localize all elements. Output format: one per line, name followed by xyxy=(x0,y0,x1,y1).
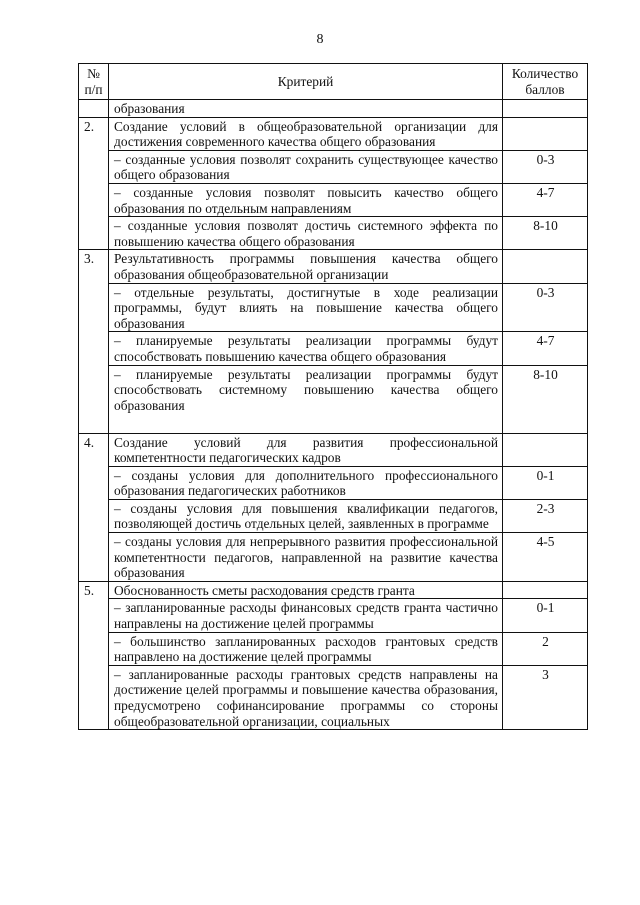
criterion-row xyxy=(79,217,588,250)
criterion-text: образования xyxy=(109,100,503,118)
criterion-text: – созданные условия позволят достичь системного эффекта по повышению качества общего образования xyxy=(109,217,503,250)
criterion-row xyxy=(79,150,588,183)
criterion-text: – созданы условия для непрерывного развития профессиональной компетентности педагогов, направленной на развитие качества образования xyxy=(109,533,503,582)
criteria-table xyxy=(78,63,588,730)
criterion-row xyxy=(79,499,588,532)
criterion-row xyxy=(79,599,588,632)
score-value: 4-7 xyxy=(503,332,588,365)
score-value: 0-3 xyxy=(503,283,588,332)
criterion-text: – запланированные расходы финансовых средств гранта частично направлены на достижение целей программы xyxy=(109,599,503,632)
header-num: № п/п xyxy=(79,64,109,100)
criterion-row xyxy=(79,665,588,729)
score-cell xyxy=(503,433,588,466)
header-criterion: Критерий xyxy=(109,64,503,100)
criterion-row xyxy=(79,332,588,365)
score-value: 0-1 xyxy=(503,599,588,632)
page-number: 8 xyxy=(316,32,324,47)
criterion-row xyxy=(79,632,588,665)
criterion-row xyxy=(79,365,588,433)
score-value: 8-10 xyxy=(503,217,588,250)
score-cell xyxy=(503,117,588,150)
section-row xyxy=(79,250,588,283)
score-value: 2-3 xyxy=(503,499,588,532)
section-number: 2. xyxy=(79,117,109,250)
criterion-text: – планируемые результаты реализации программы будут способствовать повышению качества общего образования xyxy=(109,332,503,365)
section-row xyxy=(79,433,588,466)
score-cell xyxy=(503,100,588,118)
criterion-row xyxy=(79,533,588,582)
criterion-text: – созданные условия позволят повысить качество общего образования по отдельным направлениям xyxy=(109,183,503,216)
score-cell xyxy=(503,250,588,283)
section-title: Результативность программы повышения качества общего образования общеобразовательной организации xyxy=(109,250,503,283)
criterion-text: – запланированные расходы грантовых средств направлены на достижение целей программы и повышение качества образования, предусмотрено софинансирование программы со стороны общеобразовательной организации, социальных xyxy=(109,665,503,729)
section-row xyxy=(79,581,588,599)
criterion-row xyxy=(79,283,588,332)
criterion-text: – созданы условия для дополнительного профессионального образования педагогических работников xyxy=(109,466,503,499)
section-title: Обоснованность сметы расходования средств гранта xyxy=(109,581,503,599)
score-value: 2 xyxy=(503,632,588,665)
criterion-text: – созданы условия для повышения квалификации педагогов, позволяющей достичь отдельных целей, заявленных в программе xyxy=(109,499,503,532)
criterion-row xyxy=(79,466,588,499)
criterion-text: – отдельные результаты, достигнутые в ходе реализации программы, будут влиять на повышение качества общего образования xyxy=(109,283,503,332)
score-value: 3 xyxy=(503,665,588,729)
score-value: 0-1 xyxy=(503,466,588,499)
section-row xyxy=(79,117,588,150)
section-number: 3. xyxy=(79,250,109,433)
header-score: Количество баллов xyxy=(503,64,588,100)
criterion-text: – большинство запланированных расходов грантовых средств направлено на достижение целей программы xyxy=(109,632,503,665)
criterion-row xyxy=(79,183,588,216)
score-value: 4-5 xyxy=(503,533,588,582)
section-title: Создание условий в общеобразовательной организации для достижения современного качества общего образования xyxy=(109,117,503,150)
section-number: 4. xyxy=(79,433,109,581)
section-number: 5. xyxy=(79,581,109,729)
score-value: 8-10 xyxy=(503,365,588,433)
score-cell xyxy=(503,581,588,599)
criterion-text: – планируемые результаты реализации программы будут способствовать системному повышению качества общего образования xyxy=(109,365,503,433)
criterion-text: – созданные условия позволят сохранить существующее качество общего образования xyxy=(109,150,503,183)
table-header-row xyxy=(79,64,588,100)
continuation-row xyxy=(79,100,588,118)
section-title: Создание условий для развития профессиональной компетентности педагогических кадров xyxy=(109,433,503,466)
row-num xyxy=(79,100,109,118)
score-value: 4-7 xyxy=(503,183,588,216)
score-value: 0-3 xyxy=(503,150,588,183)
